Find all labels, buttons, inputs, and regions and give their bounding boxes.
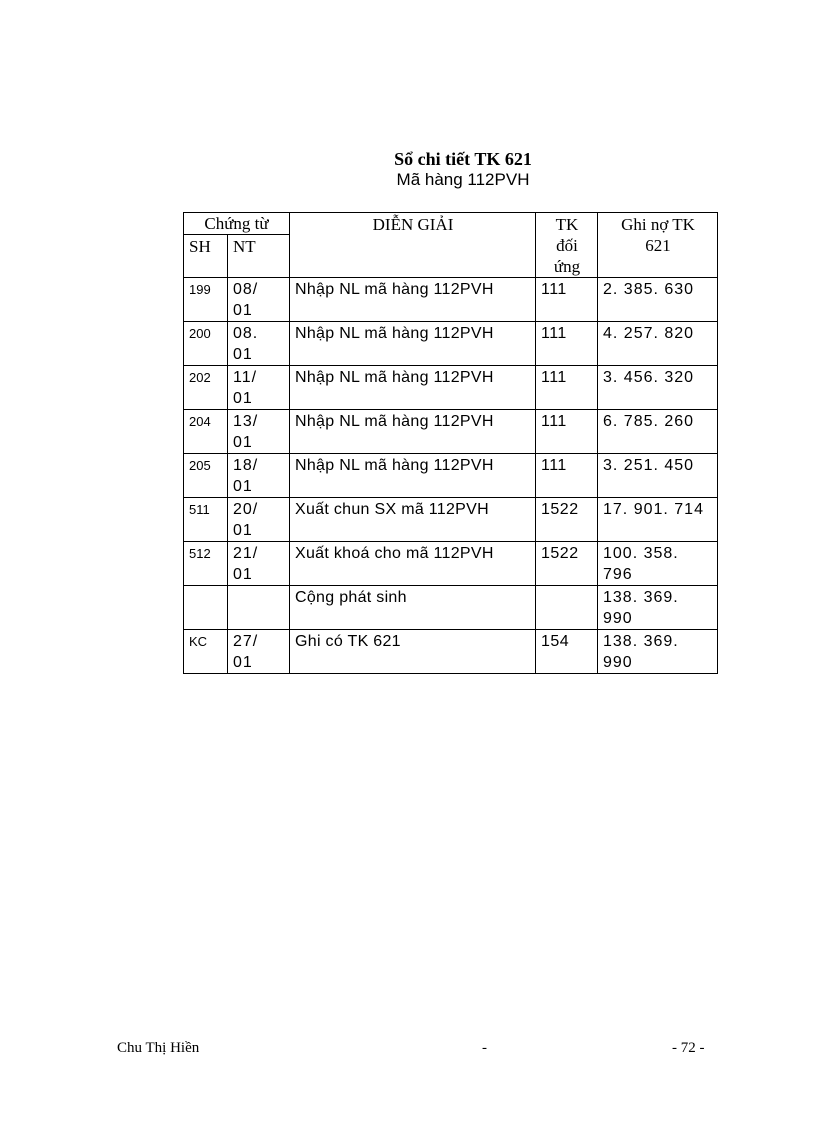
cell-tk-doi-ung: 111 — [536, 410, 598, 454]
footer-author: Chu Thị Hiền — [117, 1040, 200, 1056]
cell-ghi-no-line: 990 — [603, 610, 633, 627]
cell-nt-line: 21/ — [233, 545, 259, 562]
cell-sh: 205 — [184, 454, 228, 498]
cell-nt-line: 01 — [233, 522, 253, 539]
cell-tk-doi-ung: 1522 — [536, 498, 598, 542]
cell-ghi-no — [598, 630, 718, 674]
cell-nt-line: 01 — [233, 654, 253, 671]
cell-ghi-no-line: 138. 369. — [603, 589, 679, 606]
table-row — [184, 454, 718, 498]
cell-ghi-no — [598, 498, 718, 542]
table-row — [184, 542, 718, 586]
cell-nt — [228, 454, 290, 498]
cell-nt — [228, 410, 290, 454]
cell-sh: 199 — [184, 278, 228, 322]
footer-page-number: - 72 - — [672, 1040, 705, 1056]
cell-dien-giai: Ghi có TK 621 — [290, 630, 536, 674]
cell-nt-line: 01 — [233, 302, 253, 319]
cell-ghi-no — [598, 278, 718, 322]
cell-nt-line: 01 — [233, 346, 253, 363]
header-chung-tu: Chứng từ — [184, 213, 290, 235]
cell-tk-doi-ung: 111 — [536, 322, 598, 366]
cell-ghi-no — [598, 410, 718, 454]
cell-sh: 204 — [184, 410, 228, 454]
cell-dien-giai: Nhập NL mã hàng 112PVH — [290, 410, 536, 454]
cell-nt-line: 11/ — [233, 369, 258, 386]
cell-sh: 200 — [184, 322, 228, 366]
cell-ghi-no — [598, 586, 718, 630]
table-row — [184, 498, 718, 542]
cell-nt-line: 13/ — [233, 413, 259, 430]
table-row — [184, 586, 718, 630]
cell-nt — [228, 278, 290, 322]
header-ghi-no-line: Ghi nợ TK — [621, 215, 695, 234]
header-dien-giai: DIỄN GIẢI — [290, 213, 536, 278]
cell-nt-line: 27/ — [233, 633, 259, 650]
cell-dien-giai: Nhập NL mã hàng 112PVH — [290, 278, 536, 322]
header-ghi-no — [598, 213, 718, 278]
cell-nt-line: 01 — [233, 566, 253, 583]
cell-ghi-no-line: 17. 901. 714 — [603, 501, 704, 518]
cell-nt-line: 01 — [233, 478, 253, 495]
cell-sh: 202 — [184, 366, 228, 410]
header-ghi-no-line: 621 — [645, 236, 671, 255]
cell-ghi-no-line: 6. 785. 260 — [603, 413, 695, 430]
cell-nt — [228, 542, 290, 586]
header-tk-line: TK — [555, 215, 579, 234]
cell-ghi-no-line: 138. 369. — [603, 633, 679, 650]
cell-ghi-no — [598, 322, 718, 366]
cell-ghi-no-line: 3. 456. 320 — [603, 369, 695, 386]
table-row — [184, 366, 718, 410]
table-row — [184, 322, 718, 366]
cell-dien-giai: Xuất khoá cho mã 112PVH — [290, 542, 536, 586]
cell-nt — [228, 322, 290, 366]
cell-dien-giai: Nhập NL mã hàng 112PVH — [290, 322, 536, 366]
cell-sh: 512 — [184, 542, 228, 586]
cell-nt — [228, 366, 290, 410]
header-tk-doi-ung — [536, 213, 598, 278]
document-subtitle: Mã hàng 112PVH — [396, 170, 530, 189]
document-title: Sổ chi tiết TK 621 — [394, 149, 532, 169]
cell-sh — [184, 586, 228, 630]
header-tk-line: đối — [556, 236, 578, 255]
cell-sh: 511 — [184, 498, 228, 542]
cell-nt-line: 08/ — [233, 281, 259, 298]
cell-tk-doi-ung: 1522 — [536, 542, 598, 586]
cell-nt-line: 08. — [233, 325, 259, 342]
cell-nt — [228, 630, 290, 674]
cell-tk-doi-ung — [536, 586, 598, 630]
cell-ghi-no-line: 990 — [603, 654, 633, 671]
cell-ghi-no — [598, 454, 718, 498]
table-row — [184, 630, 718, 674]
cell-ghi-no — [598, 542, 718, 586]
cell-ghi-no-line: 4. 257. 820 — [603, 325, 695, 342]
header-tk-line: ứng — [553, 257, 581, 276]
cell-tk-doi-ung: 154 — [536, 630, 598, 674]
ledger-table — [183, 212, 718, 674]
cell-dien-giai: Nhập NL mã hàng 112PVH — [290, 366, 536, 410]
cell-nt-line: 20/ — [233, 501, 259, 518]
cell-tk-doi-ung: 111 — [536, 454, 598, 498]
cell-ghi-no-line: 2. 385. 630 — [603, 281, 695, 298]
cell-ghi-no-line: 3. 251. 450 — [603, 457, 695, 474]
cell-tk-doi-ung: 111 — [536, 278, 598, 322]
header-sh: SH — [184, 235, 228, 278]
table-row — [184, 278, 718, 322]
cell-ghi-no-line: 100. 358. — [603, 545, 679, 562]
cell-nt-line: 18/ — [233, 457, 259, 474]
cell-sh: KC — [184, 630, 228, 674]
cell-nt — [228, 498, 290, 542]
cell-tk-doi-ung: 111 — [536, 366, 598, 410]
footer-separator: - — [482, 1040, 487, 1056]
cell-dien-giai: Xuất chun SX mã 112PVH — [290, 498, 536, 542]
header-row-1 — [184, 213, 718, 235]
header-nt: NT — [228, 235, 290, 278]
table-row — [184, 410, 718, 454]
cell-nt — [228, 586, 290, 630]
cell-nt-line: 01 — [233, 390, 253, 407]
cell-dien-giai: Nhập NL mã hàng 112PVH — [290, 454, 536, 498]
cell-dien-giai: Cộng phát sinh — [290, 586, 536, 630]
cell-nt-line: 01 — [233, 434, 253, 451]
cell-ghi-no-line: 796 — [603, 566, 633, 583]
cell-ghi-no — [598, 366, 718, 410]
